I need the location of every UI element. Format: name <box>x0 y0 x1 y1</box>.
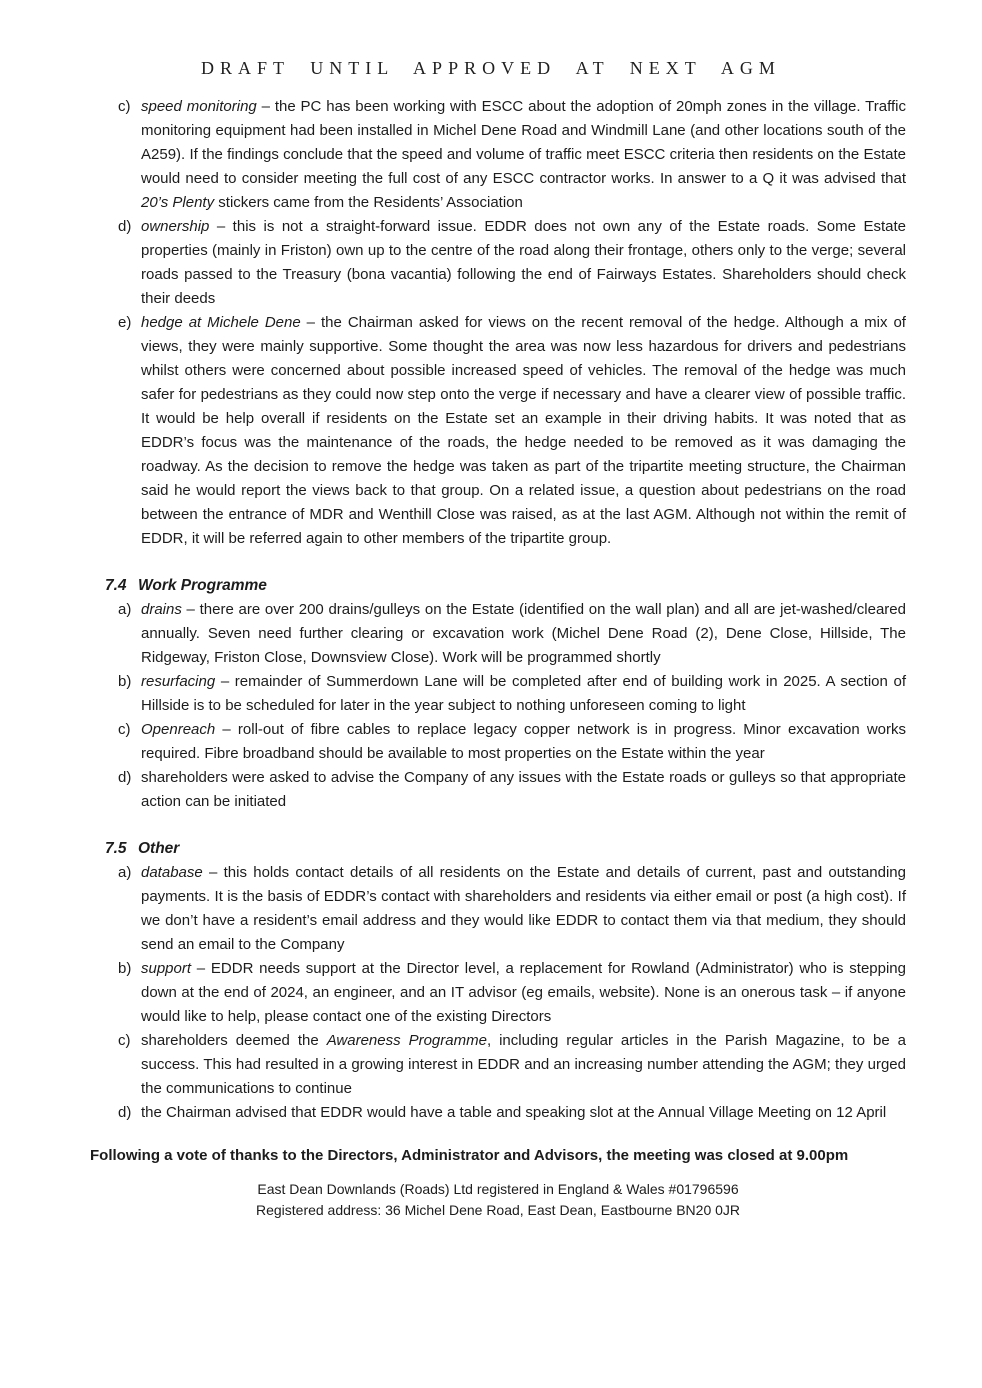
heading-title: Other <box>138 840 180 857</box>
text-segment: hedge at Michele Dene <box>141 314 301 331</box>
list-item-marker: a) <box>118 864 132 881</box>
text-segment: – this is not a straight-forward issue. EDDR does not own any of the Estate roads. Some Estate properties (mainly in Friston) own up to the centre of the road along their frontage, others only to the verge; several roads passed to the Treasury (bona vacantia) following the end of Fairways Estates. Shareholders should check their deeds <box>141 218 906 307</box>
list-item-marker: e) <box>118 314 132 331</box>
text-segment: resurfacing <box>141 673 216 690</box>
list-item-marker: d) <box>118 769 132 786</box>
text-segment: the Chairman advised that EDDR would have a table and speaking slot at the Annual Village Meeting on 12 April <box>141 1104 887 1121</box>
text-segment: , including regular articles in the Parish Magazine, to be a success. This had resulted in a growing interest in EDDR and an increasing number attending the AGM; they urged the communications to continue <box>141 1032 907 1097</box>
list-item-marker: c) <box>118 721 131 738</box>
list <box>90 95 906 551</box>
text-segment: ownership <box>141 218 210 235</box>
text-segment: speed monitoring <box>141 98 257 115</box>
list-item <box>90 598 906 670</box>
text-segment: – EDDR needs support at the Director level, a replacement for Rowland (Administrator) who is stepping down at the end of 2024, an engineer, and an IT advisor (eg emails, website). None is an onerous task – if anyone would like to help, please contact one of the existing Directors <box>141 960 906 1025</box>
list-item-marker: c) <box>118 98 131 115</box>
list-item <box>90 861 906 957</box>
text-segment: – the PC has been working with ESCC about the adoption of 20mph zones in the village. Traffic monitoring equipment had been installed in Michel Dene Road and Windmill Lane (and other locations south of the A259). If the findings conclude that the speed and volume of traffic meet ESCC criteria then residents on the Estate would need to consider meeting the full cost of any ESCC contractor works. In answer to a Q it was advised that <box>141 98 906 187</box>
footer-registration-line: East Dean Downlands (Roads) Ltd registered in England & Wales #01796596 <box>257 1181 739 1197</box>
footer-address-line: Registered address: 36 Michel Dene Road, East Dean, Eastbourne BN20 0JR <box>255 1202 741 1218</box>
list <box>90 861 906 1125</box>
document-content <box>90 95 906 1221</box>
text-segment: 20’s Plenty <box>141 194 215 211</box>
text-segment: shareholders were asked to advise the Company of any issues with the Estate roads or gulleys so that appropriate action can be initiated <box>141 769 906 810</box>
list-item <box>90 718 906 766</box>
list-item <box>90 95 906 215</box>
text-segment: drains <box>141 601 182 618</box>
heading-number: 7.5 <box>105 840 127 857</box>
list-item <box>90 766 906 814</box>
list-item <box>90 1101 906 1125</box>
document-sections <box>90 95 906 1125</box>
list-item-marker: d) <box>118 218 132 235</box>
section-heading <box>90 837 906 861</box>
list-item-marker: c) <box>118 1032 131 1049</box>
text-segment: – roll-out of fibre cables to replace legacy copper network is in progress. Minor excavation works required. Fibre broadband should be available to most properties on the Estate within the year <box>141 721 906 762</box>
text-segment: shareholders deemed the <box>141 1032 327 1049</box>
text-segment: – there are over 200 drains/gulleys on the Estate (identified on the wall plan) and all are jet-washed/cleared annually. Seven need further clearing or excavation work (Michel Dene Road (2), Dene Close, Hillside, The Ridgeway, Friston Close, Downsview Close). Work will be programmed shortly <box>141 601 906 666</box>
text-segment: support <box>141 960 192 977</box>
list-item-marker: b) <box>118 673 132 690</box>
list-item <box>90 670 906 718</box>
text-segment: – this holds contact details of all residents on the Estate and details of current, past and outstanding payments. It is the basis of EDDR’s contact with shareholders and residents via either email or post (a high cost). If we don’t have a resident’s email address and they would like EDDR to contact them via that medium, they should send an email to the Company <box>141 864 906 953</box>
list <box>90 598 906 814</box>
list-item-marker: a) <box>118 601 132 618</box>
text-segment: stickers came from the Residents’ Association <box>214 194 523 211</box>
text-segment: Awareness Programme <box>326 1032 487 1049</box>
list-item <box>90 1029 906 1101</box>
section-heading <box>90 574 906 598</box>
list-item <box>90 311 906 551</box>
text-segment: – the Chairman asked for views on the recent removal of the hedge. Although a mix of views, they were mainly supportive. Some thought the area was now less hazardous for drivers and pedestrians whilst others were concerned about possible increased speed of vehicles. The removal of the hedge was much safer for pedestrians as they could now step onto the verge if necessary and have a clearer view of possible traffic. It would be help overall if residents on the Estate set an example in their driving habits. It was noted that as EDDR’s focus was the maintenance of the roads, the hedge needed to be removed as it was damaging the roadway. As the decision to remove the hedge was taken as part of the tripartite meeting structure, the Chairman said he would report the views back to that group. On a related issue, a question about pedestrians on the road between the entrance of MDR and Wenthill Close was raised, as at the last AGM. Although not within the remit of EDDR, it will be referred again to other members of the tripartite group. <box>141 314 906 547</box>
draft-watermark-title: DRAFT UNTIL APPROVED AT NEXT AGM <box>201 58 781 78</box>
closing-statement: Following a vote of thanks to the Directors, Administrator and Advisors, the meeting was closed at 9.00pm <box>90 1147 849 1164</box>
list-item-marker: d) <box>118 1104 132 1121</box>
text-segment: database <box>141 864 203 881</box>
list-item <box>90 957 906 1029</box>
text-segment: – remainder of Summerdown Lane will be completed after end of building work in 2025. A section of Hillside is to be scheduled for later in the year subject to nothing unforeseen coming to light <box>141 673 906 714</box>
text-segment: Openreach <box>141 721 216 738</box>
list-item <box>90 215 906 311</box>
heading-number: 7.4 <box>105 577 127 594</box>
list-item-marker: b) <box>118 960 132 977</box>
heading-title: Work Programme <box>138 577 267 594</box>
registration-footer <box>90 1179 906 1221</box>
